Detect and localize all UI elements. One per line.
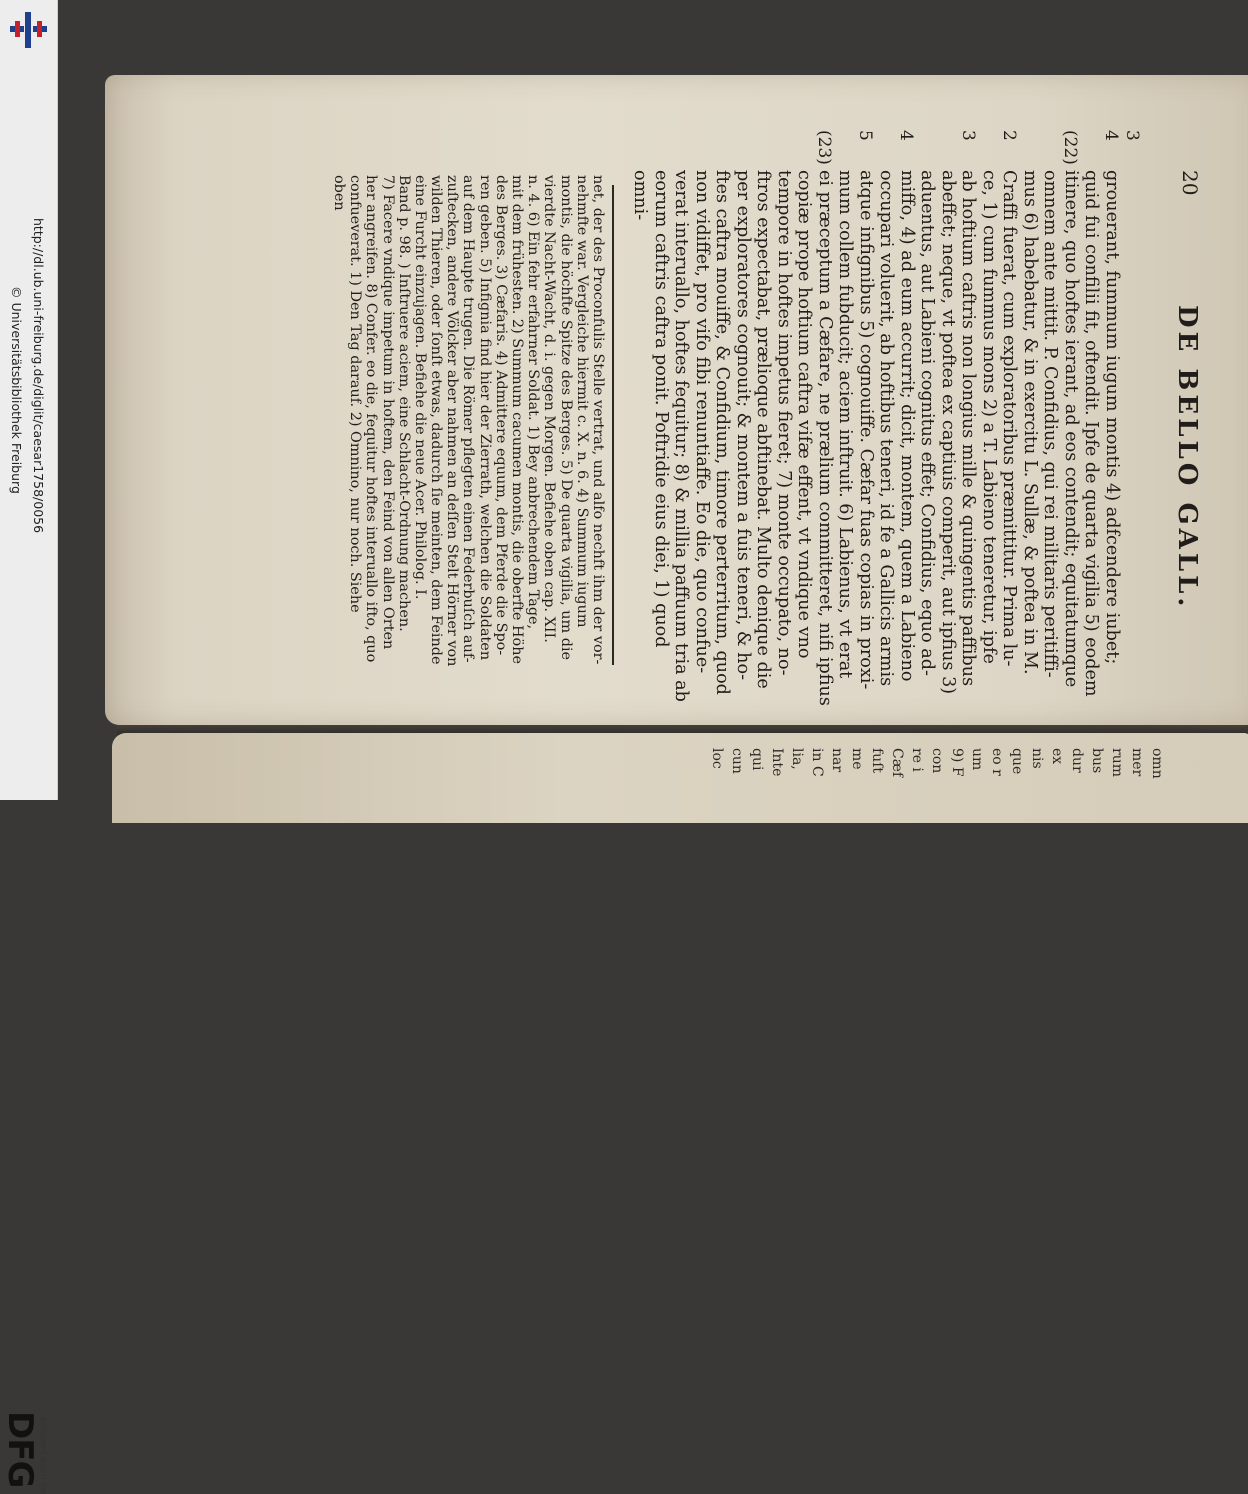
margin-number bbox=[978, 130, 999, 165]
text-line: atque infignibus 5) cognouiffe. Cæfar fuas copias in proxi- bbox=[856, 170, 876, 690]
running-header: DE BELLO GALL. bbox=[1172, 305, 1202, 611]
facing-page-line: mer bbox=[1129, 748, 1145, 777]
text-line: ftes caftra mouiffe, & Confidium, timore perterritum, quod bbox=[712, 170, 733, 695]
footnote-line: her angreifen. 8) Confer. eo die, fequitur hoftes interuallo ifto, quo bbox=[363, 175, 380, 663]
facing-page-line: nis bbox=[1029, 748, 1045, 769]
margin-number bbox=[937, 130, 958, 165]
facing-page-line: loc bbox=[709, 748, 725, 769]
text-line: per exploratores cognouit; & montem a fuis teneri, & ho- bbox=[733, 170, 753, 681]
text-line: aduentus, aut Labieni cognitus effet; Confidius, equo ad- bbox=[917, 170, 938, 676]
facing-page-line: con bbox=[929, 748, 945, 774]
text-line: ab hoftium caftris non longius mille & quingentis paffibus bbox=[958, 170, 979, 687]
text-line: ftros expectabat, prælioque abftinebat. Multo denique die bbox=[753, 170, 774, 689]
text-line: ei præceptum a Cæfare, ne prælium committeret, nifi ipfius bbox=[815, 170, 835, 706]
margin-number: 3 bbox=[1122, 130, 1142, 141]
margin-number: 4 bbox=[896, 130, 917, 141]
margin-number: (23) bbox=[814, 130, 835, 165]
footnote-rule bbox=[612, 185, 614, 665]
text-line: miffo, 4) ad eum accurrit; dicit, montem, quem a Labieno bbox=[897, 170, 917, 682]
facing-page-line: bus bbox=[1089, 748, 1105, 774]
text-line: mum collem fubducit; aciem inftruit. 6) Labienus, vt erat bbox=[835, 170, 856, 679]
margin-number bbox=[1081, 130, 1102, 165]
margin-number bbox=[835, 130, 856, 165]
text-line: Craffi fuerat, cum exploratoribus præmittitur. Prima lu- bbox=[999, 170, 1020, 667]
facing-page-line: qui bbox=[749, 748, 765, 771]
text-line: copiæ prope hoftium caftra vifæ effent, vt vndique vno bbox=[794, 170, 815, 659]
footnote-line: des Berges. 3) Cæfaris. 4) Admittere equum, dem Pferde die Spo- bbox=[492, 175, 509, 656]
text-line: omnem ante mittit. P. Confidius, qui rei militaris peritiffi- bbox=[1040, 170, 1061, 678]
facing-page-line: ex bbox=[1049, 748, 1065, 765]
facing-page-line: lia, bbox=[789, 748, 805, 770]
dfg-letters: DFG bbox=[0, 1411, 40, 1488]
footnote-line: auf dem Haupte trugen. Die Römer pflegten einen Federbuſch auf- bbox=[460, 175, 477, 663]
text-line: grouerant, fummum iugum montis 4) adfcendere iubet; bbox=[1102, 170, 1122, 665]
footnote-line: n. 4. 6) Ein fehr erfahrner Soldat. 1) Bey anbrechendem Tage, bbox=[525, 175, 542, 630]
text-line: itinere, quo hoftes ierant, ad eos contendit; equitatumque bbox=[1061, 170, 1081, 688]
viewer-sidebar bbox=[0, 0, 58, 1494]
copyright-text: © Universitätsbibliothek Freiburg bbox=[9, 286, 24, 494]
facing-page-line: 9) F bbox=[949, 748, 965, 777]
text-line: omni- bbox=[630, 170, 651, 221]
facing-page-line: re i bbox=[909, 748, 925, 772]
text-line: verat interuallo, hoftes fequitur; 8) & millia paffuum tria ab bbox=[671, 170, 692, 702]
text-line: non vidiffet, pro vifo fibi renuntiaffe. Eo die, quo confue- bbox=[692, 170, 712, 674]
text-line: quid fui confilii fit, oftendit. Ipfe de quarta vigilia 5) eodem bbox=[1081, 170, 1102, 697]
text-line: eorum caftris caftra ponit. Poftridie eius diei, 1) quod bbox=[651, 170, 671, 648]
footnote-line: vierdte Nacht-Wacht, d. i. gegen Morgen. Befiehe oben cap. XII. bbox=[541, 175, 558, 643]
margin-number bbox=[1040, 130, 1061, 165]
facing-page-line: um bbox=[969, 748, 985, 771]
text-line: mus 6) habebatur, & in exercitu L. Sullæ, & poftea in M. bbox=[1020, 170, 1040, 675]
latin-main-text bbox=[630, 170, 1122, 706]
footnote-line: 7) Facere vndique impetum in hoftem, den Feind von allen Orten bbox=[379, 175, 396, 650]
facing-page-text bbox=[707, 748, 1167, 779]
text-line: abeffet; neque, vt poftea ex captiuis comperit, aut ipfius 3) bbox=[938, 170, 958, 695]
footnote-line: mit dem frühesten. 2) Summum cacumen montis, die oberfte Höhe bbox=[509, 175, 526, 665]
facing-page-line: in C bbox=[809, 748, 825, 777]
facing-page-line: dur bbox=[1069, 748, 1085, 773]
dfg-logo bbox=[0, 705, 56, 1494]
facing-page-line: me bbox=[849, 748, 865, 770]
footnote-line: zuſtecken, andere Völcker aber nahmen an deſſen Stelt Hörner von bbox=[444, 175, 461, 667]
dfg-funding-text: gefördert durch die bbox=[39, 1417, 48, 1494]
footnote-line: montis, die höchfte Spitze des Berges. 5) De quarta vigilia, um die bbox=[557, 175, 574, 661]
facing-page-line: eo r bbox=[989, 748, 1005, 776]
footnote-line: wilden Thieren, oder ſonſt etwas, dadurch ſie meinten, dem Feinde bbox=[428, 175, 445, 665]
margin-number: 5 bbox=[855, 130, 876, 141]
margin-numbers bbox=[814, 130, 1142, 165]
source-url-text[interactable]: http://dl.ub.uni-freiburg.de/diglit/caesar1758/0056 bbox=[31, 218, 46, 534]
german-footnotes bbox=[331, 175, 606, 666]
scan-viewport[interactable] bbox=[57, 0, 1248, 800]
footnote-line: confueverat. 1) Den Tag darauf. 2) Omnino, nur noch. Siehe bbox=[347, 175, 364, 613]
facing-page-line: fuſt bbox=[869, 748, 885, 774]
facing-page-line: Inte bbox=[769, 748, 785, 777]
footnote-line: oben bbox=[331, 175, 347, 211]
facing-page-line: Cæf bbox=[889, 748, 905, 778]
margin-number: 2 bbox=[999, 130, 1019, 141]
margin-number: 3 bbox=[958, 130, 978, 141]
text-line: occupari voluerit, ab hoftibus teneri, id fe a Gallicis armis bbox=[876, 170, 897, 687]
footnote-line: Band p. 98. ) Inſtruere aciem, eine Schlacht-Ordnung machen. bbox=[395, 175, 412, 632]
margin-number bbox=[876, 130, 897, 165]
facing-page-line: rum bbox=[1109, 748, 1125, 777]
page-number: 20 bbox=[1178, 170, 1202, 196]
facing-page-line: omn bbox=[1149, 748, 1165, 779]
facing-page-line: cun bbox=[729, 748, 745, 774]
text-line: tempore in hoftes impetus fieret; 7) monte occupato, no- bbox=[774, 170, 794, 676]
margin-number: (22) bbox=[1060, 130, 1081, 165]
footnote-line: net, der des Proconfulis Stelle vertrat, und alfo nechft ihm der vor- bbox=[590, 175, 606, 665]
margin-number bbox=[1019, 130, 1040, 165]
text-line: ce, 1) cum fummus mons 2) a T. Labieno teneretur, ipfe bbox=[979, 170, 999, 664]
footnote-line: eine Furcht einzujagen. Befiehe die neue Acer. Philolog. I. bbox=[411, 175, 428, 600]
facing-page-line: que bbox=[1009, 748, 1025, 775]
facing-page-line: nar bbox=[829, 748, 845, 773]
margin-number bbox=[917, 130, 938, 165]
footnote-line: ren geben. 5) Infignia find hier der Zierrath, welchen die Soldaten bbox=[476, 175, 493, 661]
margin-number: 4 bbox=[1101, 130, 1122, 141]
footnote-line: nehmfte war. Vergleiche hiermit c. X. n. 6. 4) Summum iugum bbox=[573, 175, 590, 628]
